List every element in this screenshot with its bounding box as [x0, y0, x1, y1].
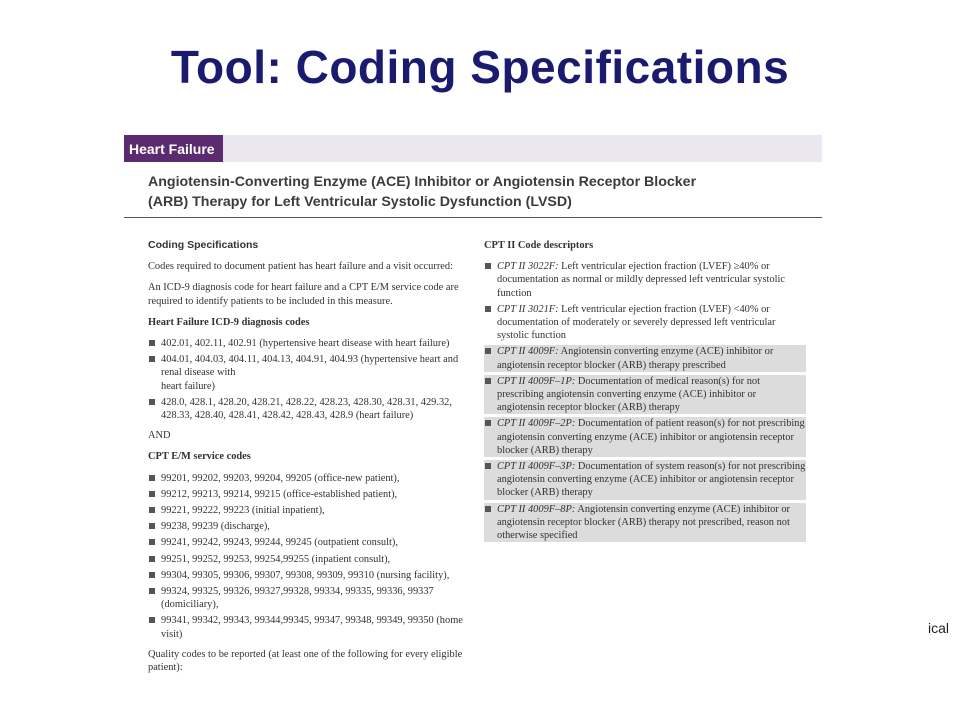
list-item: 428.0, 428.1, 428.20, 428.21, 428.22, 428.23, 428.30, 428.31, 429.32, 428.33, 428.40, 428.41, 428.42, 428.43, 428.9 (heart failure) [148, 396, 478, 422]
measure-title-line: (ARB) Therapy for Left Ventricular Systolic Dysfunction (LVSD) [148, 194, 572, 210]
document-excerpt [124, 135, 822, 720]
cpt-ii-description: Angiotensin converting enzyme (ACE) inhibitor or angiotensin receptor blocker (ARB) therapy not prescribed, reason not otherwise specified [497, 503, 791, 542]
cpt-ii-code: CPT II 4009F: [497, 346, 559, 358]
measure-title-line: Angiotensin-Converting Enzyme (ACE) Inhibitor or Angiotensin Receptor Blocker [148, 174, 697, 190]
and-connector: AND [148, 430, 171, 442]
icd-heading: Heart Failure ICD-9 diagnosis codes [148, 316, 310, 328]
list-item [484, 375, 806, 415]
cpt-heading: CPT E/M service codes [148, 451, 251, 463]
cpt-ii-code: CPT II 3022F: [497, 261, 559, 273]
list-item: 402.01, 402.11, 402.91 (hypertensive heart disease with heart failure) [148, 337, 478, 350]
list-item [484, 260, 806, 300]
list-item-text: 404.01, 404.03, 404.11, 404.13, 404.91, 404.93 (hypertensive heart and renal disease with [161, 354, 459, 379]
cpt-ii-code: CPT II 3021F: [497, 303, 559, 315]
list-item: 99304, 99305, 99306, 99307, 99308, 99309, 99310 (nursing facility), [148, 569, 478, 582]
coding-specifications-heading: Coding Specifications [148, 239, 259, 251]
cpt-ii-descriptors-column [484, 239, 806, 549]
intro-paragraph: An ICD-9 diagnosis code for heart failure and a CPT E/M service code are required to identify patients to be included in this measure. [148, 282, 459, 307]
measure-title [148, 172, 808, 212]
cpt-ii-code: CPT II 4009F–8P: [497, 503, 576, 515]
slide-title: Tool: Coding Specifications [170, 41, 790, 93]
list-item [484, 460, 806, 500]
list-item [148, 353, 478, 393]
cpt-ii-description: Documentation of patient reason(s) for not prescribing angiotensin converting enzyme (ACE) inhibitor or angiotensin receptor blocker (ARB) therapy [497, 418, 805, 456]
list-item [484, 417, 806, 457]
list-item: 99324, 99325, 99326, 99327,99328, 99334, 99335, 99336, 99337 (domiciliary), [148, 585, 478, 611]
coding-specifications-column [148, 239, 478, 682]
cpt-ii-description: Left ventricular ejection fraction (LVEF) <40% or documentation of moderately or severely depressed left ventricular systolic function [497, 303, 776, 342]
title-divider [124, 217, 822, 218]
cpt-ii-description: Left ventricular ejection fraction (LVEF) ≥40% or documentation as normal or mildly depressed left ventricular systolic function [497, 261, 785, 299]
cpt-ii-list [484, 260, 806, 542]
icd-code-list [148, 337, 478, 422]
section-band [124, 135, 822, 162]
list-item [484, 303, 806, 343]
clipped-corner-text: ical [928, 620, 950, 636]
cpt-ii-code: CPT II 4009F–2P: [497, 418, 576, 430]
list-item [484, 503, 806, 543]
cpt-code-list [148, 472, 478, 641]
cpt-ii-description: Documentation of system reason(s) for not prescribing angiotensin converting enzyme (ACE) inhibitor or angiotensin receptor blocker (ARB) therapy [497, 461, 806, 499]
list-item: 99238, 99239 (discharge), [148, 520, 478, 533]
section-band-label: Heart Failure [124, 135, 223, 162]
cpt-ii-description: Angiotensin converting enzyme (ACE) inhibitor or angiotensin receptor blocker (ARB) therapy prescribed [497, 346, 774, 371]
cpt-ii-heading: CPT II Code descriptors [484, 240, 594, 251]
cpt-ii-code: CPT II 4009F–1P: [497, 375, 576, 387]
list-item: 99251, 99252, 99253, 99254,99255 (inpatient consult), [148, 553, 478, 566]
list-item [484, 345, 806, 371]
cpt-ii-code: CPT II 4009F–3P: [497, 461, 576, 473]
list-item-text: heart failure) [161, 380, 215, 392]
list-item: 99212, 99213, 99214, 99215 (office-established patient), [148, 488, 478, 501]
list-item: 99241, 99242, 99243, 99244, 99245 (outpatient consult), [148, 536, 478, 549]
cpt-ii-description: Documentation of medical reason(s) for not prescribing angiotensin converting enzyme (ACE) inhibitor or angiotensin receptor blocker (ARB) therapy [497, 375, 760, 414]
quality-codes-note: Quality codes to be reported (at least one of the following for every eligible patient): [148, 648, 463, 674]
list-item: 99201, 99202, 99203, 99204, 99205 (office-new patient), [148, 472, 478, 485]
list-item: 99341, 99342, 99343, 99344,99345, 99347, 99348, 99349, 99350 (home visit) [148, 614, 478, 640]
list-item: 99221, 99222, 99223 (initial inpatient), [148, 504, 478, 517]
intro-paragraph: Codes required to document patient has heart failure and a visit occurred: [148, 261, 453, 273]
